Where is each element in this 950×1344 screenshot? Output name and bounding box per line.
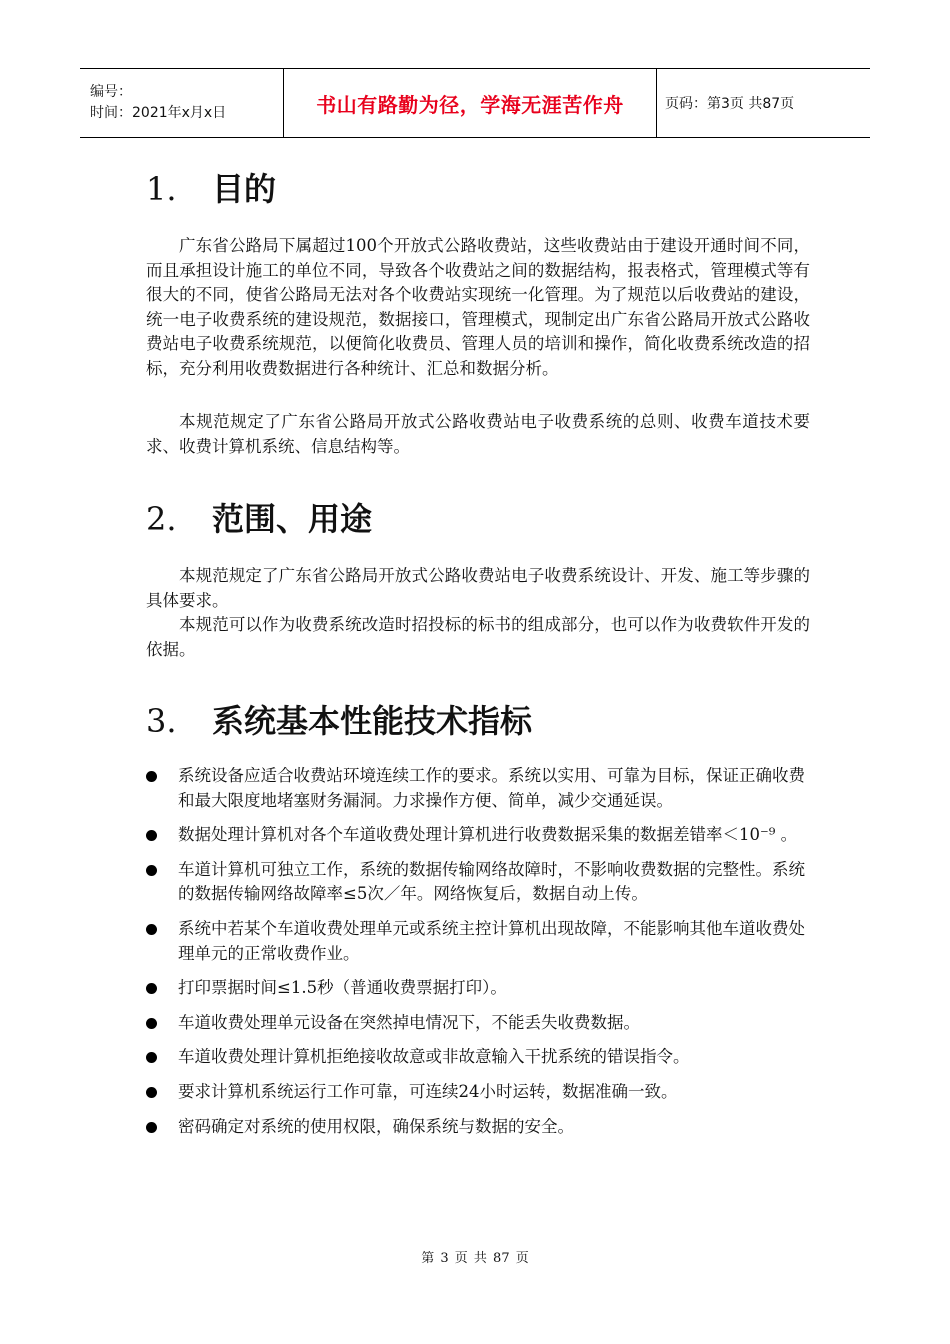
list-item-text: 打印票据时间≤1.5秒（普通收费票据打印）。 — [178, 978, 507, 998]
section-2-paragraph-2: 本规范可以作为收费系统改造时招投标的标书的组成部分，也可以作为收费软件开发的依据。 — [146, 615, 810, 659]
section-number: 3. — [146, 702, 177, 740]
bullet-icon — [146, 1018, 157, 1029]
performance-list — [146, 764, 810, 1149]
section-1-heading — [146, 164, 276, 210]
section-title: 范围、用途 — [212, 500, 373, 538]
bullet-icon — [146, 924, 157, 935]
section-number: 1. — [146, 170, 177, 208]
list-item — [146, 1080, 810, 1105]
list-item-text: 数据处理计算机对各个车道收费处理计算机进行收费数据采集的数据差错率＜10⁻⁹ 。 — [178, 825, 798, 845]
page-header — [80, 68, 870, 138]
list-item-text: 密码确定对系统的使用权限，确保系统与数据的安全。 — [178, 1116, 574, 1136]
section-title: 目的 — [212, 170, 277, 208]
page-footer: 第 3 页 共 87 页 — [421, 1251, 529, 1266]
list-item — [146, 917, 810, 966]
section-number: 2. — [146, 500, 177, 538]
bullet-icon — [146, 1052, 157, 1063]
bullet-icon — [146, 830, 157, 841]
section-3-heading — [146, 696, 532, 742]
bullet-icon — [146, 771, 157, 782]
list-item — [146, 823, 810, 848]
header-time: 时间：2021年x月x日 — [90, 105, 227, 121]
list-item-text: 系统中若某个车道收费处理单元或系统主控计算机出现故障，不能影响其他车道收费处理单元的正常收费作业。 — [178, 918, 805, 963]
list-item — [146, 764, 810, 813]
bullet-icon — [146, 1122, 157, 1133]
list-item-text: 车道收费处理单元设备在突然掉电情况下，不能丢失收费数据。 — [178, 1012, 640, 1032]
section-title: 系统基本性能技术指标 — [212, 702, 533, 740]
list-item — [146, 1115, 810, 1140]
list-item-text: 车道收费处理计算机拒绝接收故意或非故意输入干扰系统的错误指令。 — [178, 1047, 690, 1067]
list-item-text: 要求计算机系统运行工作可靠，可连续24小时运转，数据准确一致。 — [178, 1081, 678, 1101]
header-motto: 书山有路勤为径，学海无涯苦作舟 — [316, 92, 624, 117]
section-2-paragraph-1: 本规范规定了广东省公路局开放式公路收费站电子收费系统设计、开发、施工等步骤的具体要求。 — [146, 566, 810, 610]
list-item-text: 车道计算机可独立工作，系统的数据传输网络故障时，不影响收费数据的完整性。系统的数据传输网络故障率≤5次／年。网络恢复后，数据自动上传。 — [178, 859, 805, 904]
header-number: 编号： — [90, 84, 132, 100]
header-meta — [80, 69, 283, 137]
header-motto-cell — [283, 69, 657, 137]
list-item — [146, 976, 810, 1001]
bullet-icon — [146, 983, 157, 994]
list-item — [146, 858, 810, 907]
bullet-icon — [146, 865, 157, 876]
header-page-info: 页码：第3页 共87页 — [665, 96, 795, 112]
list-item — [146, 1011, 810, 1036]
section-2-heading — [146, 494, 372, 540]
bullet-icon — [146, 1087, 157, 1098]
list-item-text: 系统设备应适合收费站环境连续工作的要求。系统以实用、可靠为目标，保证正确收费和最大限度地堵塞财务漏洞。力求操作方便、简单，减少交通延误。 — [178, 766, 805, 810]
section-1-paragraph-1: 广东省公路局下属超过100个开放式公路收费站，这些收费站由于建设开通时间不同，而且承担设计施工的单位不同，导致各个收费站之间的数据结构，报表格式，管理模式等有很大的不同，使省公路局无法对各个收费站实现统一化管理。为了规范以后收费站的建设，统一电子收费系统的建设规范，数据接口，管理模式，现制定出广东省公路局开放式公路收费站电子收费系统规范，以便简化收费员、管理人员的培训和操作，简化收费系统改造的招标，充分利用收费数据进行各种统计、汇总和数据分析。 — [146, 236, 810, 378]
list-item — [146, 1045, 810, 1070]
section-1-paragraph-2: 本规范规定了广东省公路局开放式公路收费站电子收费系统的总则、收费车道技术要求、收费计算机系统、信息结构等。 — [146, 412, 810, 456]
